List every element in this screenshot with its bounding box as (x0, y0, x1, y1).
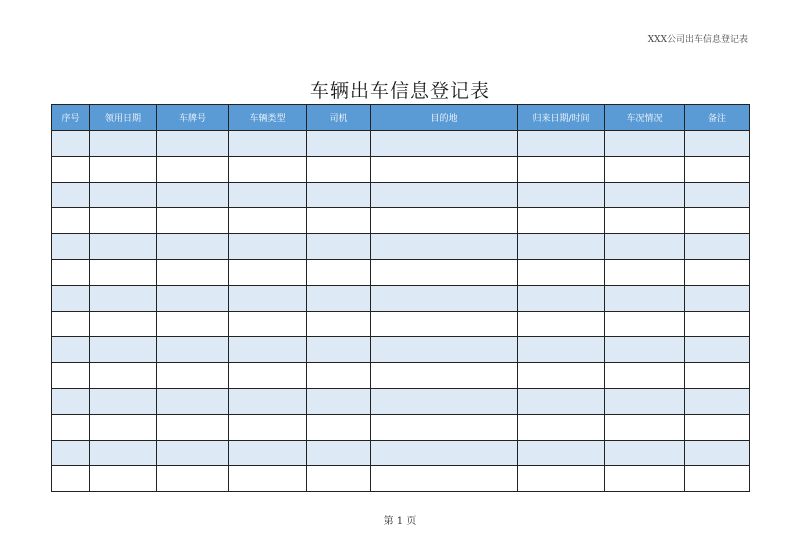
table-cell[interactable] (229, 388, 307, 414)
table-cell[interactable] (157, 414, 229, 440)
column-header-driver: 司机 (307, 105, 371, 131)
table-cell[interactable] (229, 208, 307, 234)
table-cell[interactable] (307, 234, 371, 260)
column-header-pickup-date: 领用日期 (90, 105, 157, 131)
table-cell[interactable] (229, 259, 307, 285)
table-cell[interactable] (518, 466, 605, 492)
table-cell[interactable] (371, 337, 518, 363)
table-row (52, 234, 750, 260)
table-cell[interactable] (371, 182, 518, 208)
table-cell[interactable] (518, 259, 605, 285)
column-header-vehicle-condition: 车况情况 (605, 105, 685, 131)
table-cell[interactable] (90, 337, 157, 363)
table-header-row (52, 105, 750, 131)
table-cell[interactable] (229, 311, 307, 337)
table-cell[interactable] (371, 466, 518, 492)
table-cell[interactable] (157, 440, 229, 466)
table-cell[interactable] (52, 414, 90, 440)
form-title: 车辆出车信息登记表 (309, 80, 490, 102)
table-cell[interactable] (90, 311, 157, 337)
table-cell[interactable] (229, 414, 307, 440)
table-cell[interactable] (685, 156, 750, 182)
table-cell[interactable] (52, 388, 90, 414)
table-cell[interactable] (518, 388, 605, 414)
table-cell[interactable] (52, 363, 90, 389)
table-cell[interactable] (518, 440, 605, 466)
table-cell[interactable] (307, 259, 371, 285)
table-cell[interactable] (371, 259, 518, 285)
table-cell[interactable] (605, 208, 685, 234)
page-header-text: XXX公司出车信息登记表 (647, 35, 748, 45)
table-cell[interactable] (229, 131, 307, 157)
table-cell[interactable] (52, 285, 90, 311)
table-cell[interactable] (52, 208, 90, 234)
table-row (52, 337, 750, 363)
table-cell[interactable] (157, 285, 229, 311)
table-cell[interactable] (685, 440, 750, 466)
table-cell[interactable] (371, 414, 518, 440)
table-row (52, 259, 750, 285)
table-cell[interactable] (52, 440, 90, 466)
table-cell[interactable] (157, 311, 229, 337)
table-cell[interactable] (685, 388, 750, 414)
table-cell[interactable] (157, 388, 229, 414)
table-cell[interactable] (605, 466, 685, 492)
table-row (52, 208, 750, 234)
column-header-plate-number: 车牌号 (157, 105, 229, 131)
table-cell[interactable] (90, 285, 157, 311)
table-cell[interactable] (518, 234, 605, 260)
table-cell[interactable] (52, 466, 90, 492)
table-cell[interactable] (518, 156, 605, 182)
table-cell[interactable] (605, 156, 685, 182)
table-cell[interactable] (229, 363, 307, 389)
table-row (52, 131, 750, 157)
table-cell[interactable] (229, 182, 307, 208)
column-header-destination: 目的地 (371, 105, 518, 131)
table-cell[interactable] (518, 285, 605, 311)
table-cell[interactable] (518, 337, 605, 363)
table-body (52, 131, 750, 492)
table-cell[interactable] (52, 311, 90, 337)
table-row (52, 182, 750, 208)
table-cell[interactable] (229, 285, 307, 311)
table-cell[interactable] (307, 311, 371, 337)
table-cell[interactable] (307, 131, 371, 157)
table-cell[interactable] (90, 182, 157, 208)
table-cell[interactable] (307, 414, 371, 440)
table-cell[interactable] (371, 234, 518, 260)
table-cell[interactable] (157, 466, 229, 492)
table-row (52, 311, 750, 337)
table-cell[interactable] (307, 388, 371, 414)
table-cell[interactable] (307, 337, 371, 363)
table-cell[interactable] (90, 440, 157, 466)
table-cell[interactable] (371, 363, 518, 389)
table-cell[interactable] (157, 363, 229, 389)
table-cell[interactable] (605, 182, 685, 208)
table-row (52, 466, 750, 492)
table-cell[interactable] (52, 182, 90, 208)
table-cell[interactable] (229, 466, 307, 492)
table-cell[interactable] (518, 208, 605, 234)
table-cell[interactable] (229, 337, 307, 363)
table-cell[interactable] (685, 466, 750, 492)
table-row (52, 388, 750, 414)
table-cell[interactable] (371, 131, 518, 157)
table-cell[interactable] (52, 234, 90, 260)
table-cell[interactable] (685, 363, 750, 389)
table-cell[interactable] (52, 337, 90, 363)
table-cell[interactable] (685, 337, 750, 363)
table-cell[interactable] (605, 337, 685, 363)
table-cell[interactable] (371, 388, 518, 414)
table-cell[interactable] (52, 156, 90, 182)
page-number: 第 1 页 (383, 516, 417, 527)
table-cell[interactable] (90, 131, 157, 157)
table-cell[interactable] (605, 285, 685, 311)
table-cell[interactable] (371, 311, 518, 337)
table-cell[interactable] (90, 156, 157, 182)
table-cell[interactable] (229, 234, 307, 260)
column-header-remarks: 备注 (685, 105, 750, 131)
table-cell[interactable] (518, 311, 605, 337)
table-cell[interactable] (371, 440, 518, 466)
table-row (52, 156, 750, 182)
table-cell[interactable] (157, 182, 229, 208)
table-cell[interactable] (90, 363, 157, 389)
table-cell[interactable] (605, 259, 685, 285)
table-cell[interactable] (157, 259, 229, 285)
table-cell[interactable] (518, 182, 605, 208)
table-cell[interactable] (307, 208, 371, 234)
table-cell[interactable] (605, 414, 685, 440)
table-cell[interactable] (90, 234, 157, 260)
table-cell[interactable] (605, 388, 685, 414)
table-cell[interactable] (518, 131, 605, 157)
table-row (52, 440, 750, 466)
table-cell[interactable] (605, 440, 685, 466)
table-cell[interactable] (605, 311, 685, 337)
table-cell[interactable] (685, 414, 750, 440)
table-cell[interactable] (307, 285, 371, 311)
table-cell[interactable] (90, 414, 157, 440)
table-cell[interactable] (157, 131, 229, 157)
table-cell[interactable] (52, 259, 90, 285)
table-cell[interactable] (371, 156, 518, 182)
table-cell[interactable] (518, 363, 605, 389)
vehicle-log-table (51, 104, 750, 492)
table-cell[interactable] (685, 285, 750, 311)
table-cell[interactable] (307, 440, 371, 466)
table-row (52, 285, 750, 311)
table-cell[interactable] (371, 285, 518, 311)
table-cell[interactable] (90, 208, 157, 234)
table-cell[interactable] (685, 131, 750, 157)
table-row (52, 414, 750, 440)
table-cell[interactable] (157, 337, 229, 363)
table-cell[interactable] (605, 131, 685, 157)
table-cell[interactable] (229, 440, 307, 466)
table-cell[interactable] (90, 388, 157, 414)
table-row (52, 363, 750, 389)
table-cell[interactable] (157, 208, 229, 234)
table-cell[interactable] (685, 259, 750, 285)
table-cell[interactable] (685, 311, 750, 337)
table-cell[interactable] (518, 414, 605, 440)
table-cell[interactable] (605, 234, 685, 260)
table-cell[interactable] (307, 156, 371, 182)
table-cell[interactable] (229, 156, 307, 182)
table-cell[interactable] (307, 182, 371, 208)
table-cell[interactable] (90, 259, 157, 285)
table-cell[interactable] (307, 363, 371, 389)
table-cell[interactable] (307, 466, 371, 492)
table-cell[interactable] (52, 131, 90, 157)
table-cell[interactable] (157, 234, 229, 260)
column-header-seq: 序号 (52, 105, 90, 131)
table-cell[interactable] (605, 363, 685, 389)
table-cell[interactable] (90, 466, 157, 492)
column-header-return-datetime: 归来日期/时间 (518, 105, 605, 131)
table-cell[interactable] (685, 208, 750, 234)
table-cell[interactable] (157, 156, 229, 182)
table-cell[interactable] (685, 234, 750, 260)
column-header-vehicle-type: 车辆类型 (229, 105, 307, 131)
table-cell[interactable] (371, 208, 518, 234)
table-cell[interactable] (685, 182, 750, 208)
